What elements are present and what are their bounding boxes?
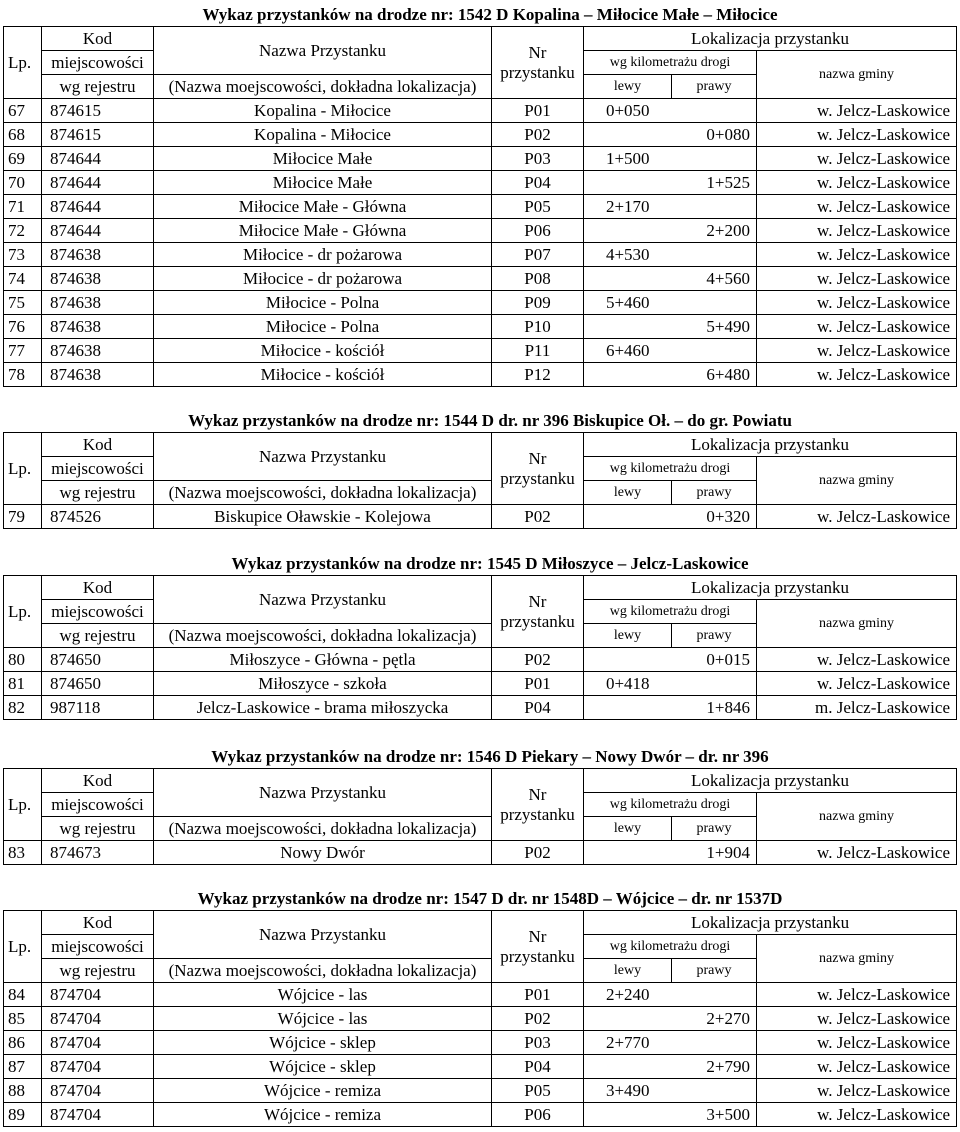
section-title: Wykaz przystanków na drodze nr: 1544 D dr. nr 396 Biskupice Oł. – do gr. Powiatu: [188, 411, 792, 430]
cell-lewy: 0+050: [584, 99, 672, 123]
cell-prawy: [672, 243, 757, 267]
cell-lp: 71: [4, 195, 42, 219]
cell-kod: 874704: [42, 1031, 154, 1055]
cell-nr: P05: [492, 1079, 584, 1103]
cell-lewy: [584, 841, 672, 865]
stop-list-section: [3, 410, 956, 529]
cell-nr: P02: [492, 1007, 584, 1031]
cell-prawy: [672, 672, 757, 696]
cell-gmina: w. Jelcz-Laskowice: [757, 1031, 957, 1055]
header-lp: Lp.: [4, 27, 42, 99]
cell-gmina: w. Jelcz-Laskowice: [757, 648, 957, 672]
cell-gmina: w. Jelcz-Laskowice: [757, 195, 957, 219]
stop-list-section: [3, 746, 956, 865]
header-lewy: lewy: [584, 624, 672, 648]
cell-prawy: 3+500: [672, 1103, 757, 1127]
header-prawy: prawy: [672, 959, 757, 983]
cell-lewy: 2+240: [584, 983, 672, 1007]
cell-gmina: w. Jelcz-Laskowice: [757, 291, 957, 315]
cell-nr: P08: [492, 267, 584, 291]
cell-lp: 75: [4, 291, 42, 315]
cell-gmina: w. Jelcz-Laskowice: [757, 315, 957, 339]
cell-nazwa: Miłocice Małe - Główna: [154, 219, 492, 243]
cell-nr: P02: [492, 123, 584, 147]
cell-gmina: w. Jelcz-Laskowice: [757, 363, 957, 387]
cell-nr: P03: [492, 1031, 584, 1055]
stop-list-section: [3, 4, 956, 387]
cell-nazwa: Miłocice - dr pożarowa: [154, 267, 492, 291]
cell-lewy: 4+530: [584, 243, 672, 267]
header-wg-rejestru: wg rejestru: [42, 817, 154, 841]
cell-lp: 89: [4, 1103, 42, 1127]
cell-nr: P02: [492, 841, 584, 865]
cell-nazwa: Wójcice - las: [154, 1007, 492, 1031]
header-nr-line1: Nr: [528, 591, 547, 611]
header-gmina: nazwa gminy: [757, 457, 957, 505]
table-row: [4, 672, 957, 696]
header-lewy: lewy: [584, 959, 672, 983]
cell-nazwa: Miłocice Małe - Główna: [154, 195, 492, 219]
header-nazwa: Nazwa Przystanku: [154, 576, 492, 624]
cell-lewy: 3+490: [584, 1079, 672, 1103]
cell-lp: 69: [4, 147, 42, 171]
cell-nazwa: Miłocice Małe: [154, 147, 492, 171]
cell-nazwa: Wójcice - las: [154, 983, 492, 1007]
header-km: wg kilometrażu drogi: [584, 51, 757, 75]
cell-kod: 874638: [42, 339, 154, 363]
cell-nr: P03: [492, 147, 584, 171]
header-nr: [492, 769, 584, 841]
cell-prawy: 2+200: [672, 219, 757, 243]
cell-lewy: [584, 1103, 672, 1127]
cell-lp: 76: [4, 315, 42, 339]
table-row: [4, 1055, 957, 1079]
cell-nazwa: Nowy Dwór: [154, 841, 492, 865]
header-nr-line2: przystanku: [500, 611, 575, 631]
cell-nazwa: Miłocice - kościół: [154, 339, 492, 363]
header-gmina: nazwa gminy: [757, 935, 957, 983]
cell-lewy: 2+170: [584, 195, 672, 219]
cell-lp: 74: [4, 267, 42, 291]
cell-lewy: 1+500: [584, 147, 672, 171]
cell-prawy: [672, 1079, 757, 1103]
cell-kod: 874638: [42, 291, 154, 315]
cell-gmina: w. Jelcz-Laskowice: [757, 219, 957, 243]
cell-nr: P02: [492, 648, 584, 672]
cell-prawy: 1+525: [672, 171, 757, 195]
table-row: [4, 123, 957, 147]
cell-kod: 874650: [42, 672, 154, 696]
cell-lewy: 0+418: [584, 672, 672, 696]
cell-prawy: 1+846: [672, 696, 757, 720]
stop-table: [3, 746, 957, 865]
header-miejscowosci: miejscowości: [42, 457, 154, 481]
cell-lp: 84: [4, 983, 42, 1007]
cell-gmina: w. Jelcz-Laskowice: [757, 99, 957, 123]
header-lokalizacja: Lokalizacja przystanku: [584, 576, 957, 600]
cell-gmina: w. Jelcz-Laskowice: [757, 672, 957, 696]
header-nr-line1: Nr: [528, 784, 547, 804]
cell-gmina: w. Jelcz-Laskowice: [757, 841, 957, 865]
cell-nr: P02: [492, 505, 584, 529]
table-row: [4, 99, 957, 123]
section-title-row: [4, 888, 957, 911]
cell-nr: P06: [492, 1103, 584, 1127]
section-title-row: [4, 553, 957, 576]
cell-kod: 874644: [42, 219, 154, 243]
cell-lp: 88: [4, 1079, 42, 1103]
cell-prawy: 0+320: [672, 505, 757, 529]
section-title: Wykaz przystanków na drodze nr: 1545 D Miłoszyce – Jelcz-Laskowice: [231, 554, 749, 573]
stop-table: [3, 4, 957, 387]
cell-lewy: [584, 363, 672, 387]
cell-prawy: [672, 1031, 757, 1055]
cell-prawy: 4+560: [672, 267, 757, 291]
cell-nr: P07: [492, 243, 584, 267]
section-title-row: [4, 746, 957, 769]
cell-kod: 987118: [42, 696, 154, 720]
header-nr: [492, 911, 584, 983]
cell-nazwa: Kopalina - Miłocice: [154, 123, 492, 147]
header-nr: [492, 433, 584, 505]
cell-lewy: 5+460: [584, 291, 672, 315]
cell-nazwa: Biskupice Oławskie - Kolejowa: [154, 505, 492, 529]
cell-lp: 70: [4, 171, 42, 195]
cell-lewy: [584, 219, 672, 243]
header-prawy: prawy: [672, 481, 757, 505]
header-kod: Kod: [42, 576, 154, 600]
cell-prawy: 2+270: [672, 1007, 757, 1031]
cell-prawy: 0+080: [672, 123, 757, 147]
cell-nazwa: Wójcice - remiza: [154, 1079, 492, 1103]
header-wg-rejestru: wg rejestru: [42, 75, 154, 99]
header-wg-rejestru: wg rejestru: [42, 481, 154, 505]
cell-kod: 874526: [42, 505, 154, 529]
cell-nazwa: Miłocice Małe: [154, 171, 492, 195]
cell-nr: P01: [492, 672, 584, 696]
table-row: [4, 1031, 957, 1055]
cell-prawy: 1+904: [672, 841, 757, 865]
header-gmina: nazwa gminy: [757, 600, 957, 648]
header-nr-line1: Nr: [528, 42, 547, 62]
cell-lp: 73: [4, 243, 42, 267]
header-row: [4, 769, 957, 793]
cell-nazwa: Miłocice - dr pożarowa: [154, 243, 492, 267]
cell-prawy: [672, 147, 757, 171]
table-row: [4, 219, 957, 243]
cell-lp: 67: [4, 99, 42, 123]
cell-gmina: w. Jelcz-Laskowice: [757, 505, 957, 529]
cell-nazwa: Kopalina - Miłocice: [154, 99, 492, 123]
cell-gmina: w. Jelcz-Laskowice: [757, 123, 957, 147]
section-title-row: [4, 4, 957, 27]
cell-lewy: [584, 267, 672, 291]
cell-nr: P04: [492, 171, 584, 195]
table-row: [4, 648, 957, 672]
table-row: [4, 339, 957, 363]
cell-nr: P01: [492, 983, 584, 1007]
cell-lp: 80: [4, 648, 42, 672]
table-row: [4, 315, 957, 339]
cell-lewy: [584, 648, 672, 672]
cell-nr: P05: [492, 195, 584, 219]
header-km: wg kilometrażu drogi: [584, 935, 757, 959]
cell-lp: 86: [4, 1031, 42, 1055]
section-title: Wykaz przystanków na drodze nr: 1547 D dr. nr 1548D – Wójcice – dr. nr 1537D: [197, 889, 783, 908]
cell-kod: 874650: [42, 648, 154, 672]
cell-nr: P06: [492, 219, 584, 243]
table-row: [4, 291, 957, 315]
header-lokalizacja: Lokalizacja przystanku: [584, 911, 957, 935]
table-row: [4, 267, 957, 291]
header-lewy: lewy: [584, 817, 672, 841]
header-km: wg kilometrażu drogi: [584, 600, 757, 624]
header-row: [4, 911, 957, 935]
header-prawy: prawy: [672, 624, 757, 648]
cell-prawy: [672, 983, 757, 1007]
header-miejscowosci: miejscowości: [42, 600, 154, 624]
cell-nazwa: Wójcice - sklep: [154, 1031, 492, 1055]
cell-prawy: [672, 291, 757, 315]
header-wg-rejestru: wg rejestru: [42, 624, 154, 648]
cell-lewy: [584, 1007, 672, 1031]
header-nazwa-sub: (Nazwa moejscowości, dokładna lokalizacja): [154, 817, 492, 841]
cell-prawy: [672, 99, 757, 123]
cell-lewy: [584, 505, 672, 529]
cell-kod: 874638: [42, 267, 154, 291]
header-lokalizacja: Lokalizacja przystanku: [584, 433, 957, 457]
cell-kod: 874673: [42, 841, 154, 865]
cell-gmina: w. Jelcz-Laskowice: [757, 1055, 957, 1079]
header-nr: [492, 27, 584, 99]
cell-prawy: [672, 339, 757, 363]
cell-lp: 68: [4, 123, 42, 147]
header-nazwa-sub: (Nazwa moejscowości, dokładna lokalizacja): [154, 624, 492, 648]
cell-prawy: [672, 195, 757, 219]
table-row: [4, 1103, 957, 1127]
cell-gmina: w. Jelcz-Laskowice: [757, 339, 957, 363]
header-row: [4, 27, 957, 51]
cell-kod: 874615: [42, 123, 154, 147]
cell-nazwa: Wójcice - remiza: [154, 1103, 492, 1127]
cell-kod: 874704: [42, 1103, 154, 1127]
cell-kod: 874704: [42, 1055, 154, 1079]
header-kod: Kod: [42, 433, 154, 457]
cell-lewy: [584, 123, 672, 147]
header-prawy: prawy: [672, 817, 757, 841]
cell-nazwa: Miłocice - kościół: [154, 363, 492, 387]
cell-lp: 77: [4, 339, 42, 363]
cell-nr: P12: [492, 363, 584, 387]
header-nazwa: Nazwa Przystanku: [154, 911, 492, 959]
header-nazwa-sub: (Nazwa moejscowości, dokładna lokalizacja): [154, 75, 492, 99]
cell-prawy: 0+015: [672, 648, 757, 672]
header-lp: Lp.: [4, 911, 42, 983]
header-nazwa: Nazwa Przystanku: [154, 433, 492, 481]
cell-nr: P01: [492, 99, 584, 123]
table-row: [4, 505, 957, 529]
cell-gmina: m. Jelcz-Laskowice: [757, 696, 957, 720]
table-row: [4, 1007, 957, 1031]
cell-kod: 874644: [42, 195, 154, 219]
section-title-row: [4, 410, 957, 433]
cell-gmina: w. Jelcz-Laskowice: [757, 171, 957, 195]
header-km: wg kilometrażu drogi: [584, 457, 757, 481]
stop-table: [3, 410, 957, 529]
header-nazwa: Nazwa Przystanku: [154, 27, 492, 75]
cell-kod: 874638: [42, 315, 154, 339]
header-nazwa-sub: (Nazwa moejscowości, dokładna lokalizacja): [154, 481, 492, 505]
cell-lp: 83: [4, 841, 42, 865]
header-nr-line1: Nr: [528, 448, 547, 468]
header-kod: Kod: [42, 911, 154, 935]
table-row: [4, 1079, 957, 1103]
header-lokalizacja: Lokalizacja przystanku: [584, 769, 957, 793]
cell-gmina: w. Jelcz-Laskowice: [757, 1007, 957, 1031]
cell-lewy: [584, 171, 672, 195]
header-lewy: lewy: [584, 481, 672, 505]
cell-prawy: 5+490: [672, 315, 757, 339]
table-row: [4, 195, 957, 219]
header-kod: Kod: [42, 769, 154, 793]
cell-lewy: [584, 696, 672, 720]
table-row: [4, 363, 957, 387]
cell-nazwa: Wójcice - sklep: [154, 1055, 492, 1079]
cell-kod: 874644: [42, 171, 154, 195]
header-lp: Lp.: [4, 433, 42, 505]
header-nr-line2: przystanku: [500, 804, 575, 824]
section-title: Wykaz przystanków na drodze nr: 1542 D Kopalina – Miłocice Małe – Miłocice: [202, 5, 778, 24]
header-row: [4, 433, 957, 457]
header-wg-rejestru: wg rejestru: [42, 959, 154, 983]
cell-gmina: w. Jelcz-Laskowice: [757, 983, 957, 1007]
section-title: Wykaz przystanków na drodze nr: 1546 D Piekary – Nowy Dwór – dr. nr 396: [211, 747, 769, 766]
cell-nazwa: Miłocice - Polna: [154, 315, 492, 339]
header-nr-line2: przystanku: [500, 946, 575, 966]
cell-lp: 78: [4, 363, 42, 387]
table-row: [4, 841, 957, 865]
cell-lp: 72: [4, 219, 42, 243]
header-row: [4, 576, 957, 600]
cell-lp: 79: [4, 505, 42, 529]
cell-kod: 874615: [42, 99, 154, 123]
cell-lewy: [584, 1055, 672, 1079]
stop-table: [3, 553, 957, 720]
cell-lp: 87: [4, 1055, 42, 1079]
header-miejscowosci: miejscowości: [42, 793, 154, 817]
cell-kod: 874644: [42, 147, 154, 171]
cell-lp: 85: [4, 1007, 42, 1031]
cell-prawy: 2+790: [672, 1055, 757, 1079]
cell-nazwa: Miłoszyce - Główna - pętla: [154, 648, 492, 672]
header-kod: Kod: [42, 27, 154, 51]
cell-kod: 874704: [42, 1007, 154, 1031]
cell-gmina: w. Jelcz-Laskowice: [757, 243, 957, 267]
header-gmina: nazwa gminy: [757, 793, 957, 841]
cell-kod: 874638: [42, 363, 154, 387]
header-lp: Lp.: [4, 769, 42, 841]
cell-nr: P11: [492, 339, 584, 363]
header-lp: Lp.: [4, 576, 42, 648]
header-nr-line1: Nr: [528, 926, 547, 946]
stop-list-section: [3, 553, 956, 720]
cell-kod: 874704: [42, 983, 154, 1007]
header-lokalizacja: Lokalizacja przystanku: [584, 27, 957, 51]
header-nr: [492, 576, 584, 648]
header-nr-line2: przystanku: [500, 468, 575, 488]
header-nazwa-sub: (Nazwa moejscowości, dokładna lokalizacja): [154, 959, 492, 983]
table-row: [4, 243, 957, 267]
cell-nazwa: Miłocice - Polna: [154, 291, 492, 315]
header-miejscowosci: miejscowości: [42, 935, 154, 959]
table-row: [4, 696, 957, 720]
cell-gmina: w. Jelcz-Laskowice: [757, 1103, 957, 1127]
cell-gmina: w. Jelcz-Laskowice: [757, 147, 957, 171]
cell-kod: 874704: [42, 1079, 154, 1103]
header-prawy: prawy: [672, 75, 757, 99]
header-gmina: nazwa gminy: [757, 51, 957, 99]
cell-lewy: [584, 315, 672, 339]
table-row: [4, 171, 957, 195]
cell-gmina: w. Jelcz-Laskowice: [757, 267, 957, 291]
cell-nr: P04: [492, 1055, 584, 1079]
cell-nr: P10: [492, 315, 584, 339]
table-row: [4, 147, 957, 171]
cell-prawy: 6+480: [672, 363, 757, 387]
cell-lp: 82: [4, 696, 42, 720]
cell-nr: P04: [492, 696, 584, 720]
cell-lp: 81: [4, 672, 42, 696]
cell-nazwa: Miłoszyce - szkoła: [154, 672, 492, 696]
stop-table: [3, 888, 957, 1127]
cell-lewy: 6+460: [584, 339, 672, 363]
cell-lewy: 2+770: [584, 1031, 672, 1055]
stop-list-section: [3, 888, 956, 1127]
cell-nazwa: Jelcz-Laskowice - brama miłoszycka: [154, 696, 492, 720]
cell-kod: 874638: [42, 243, 154, 267]
header-miejscowosci: miejscowości: [42, 51, 154, 75]
cell-gmina: w. Jelcz-Laskowice: [757, 1079, 957, 1103]
header-lewy: lewy: [584, 75, 672, 99]
cell-nr: P09: [492, 291, 584, 315]
header-nr-line2: przystanku: [500, 62, 575, 82]
table-row: [4, 983, 957, 1007]
header-km: wg kilometrażu drogi: [584, 793, 757, 817]
header-nazwa: Nazwa Przystanku: [154, 769, 492, 817]
